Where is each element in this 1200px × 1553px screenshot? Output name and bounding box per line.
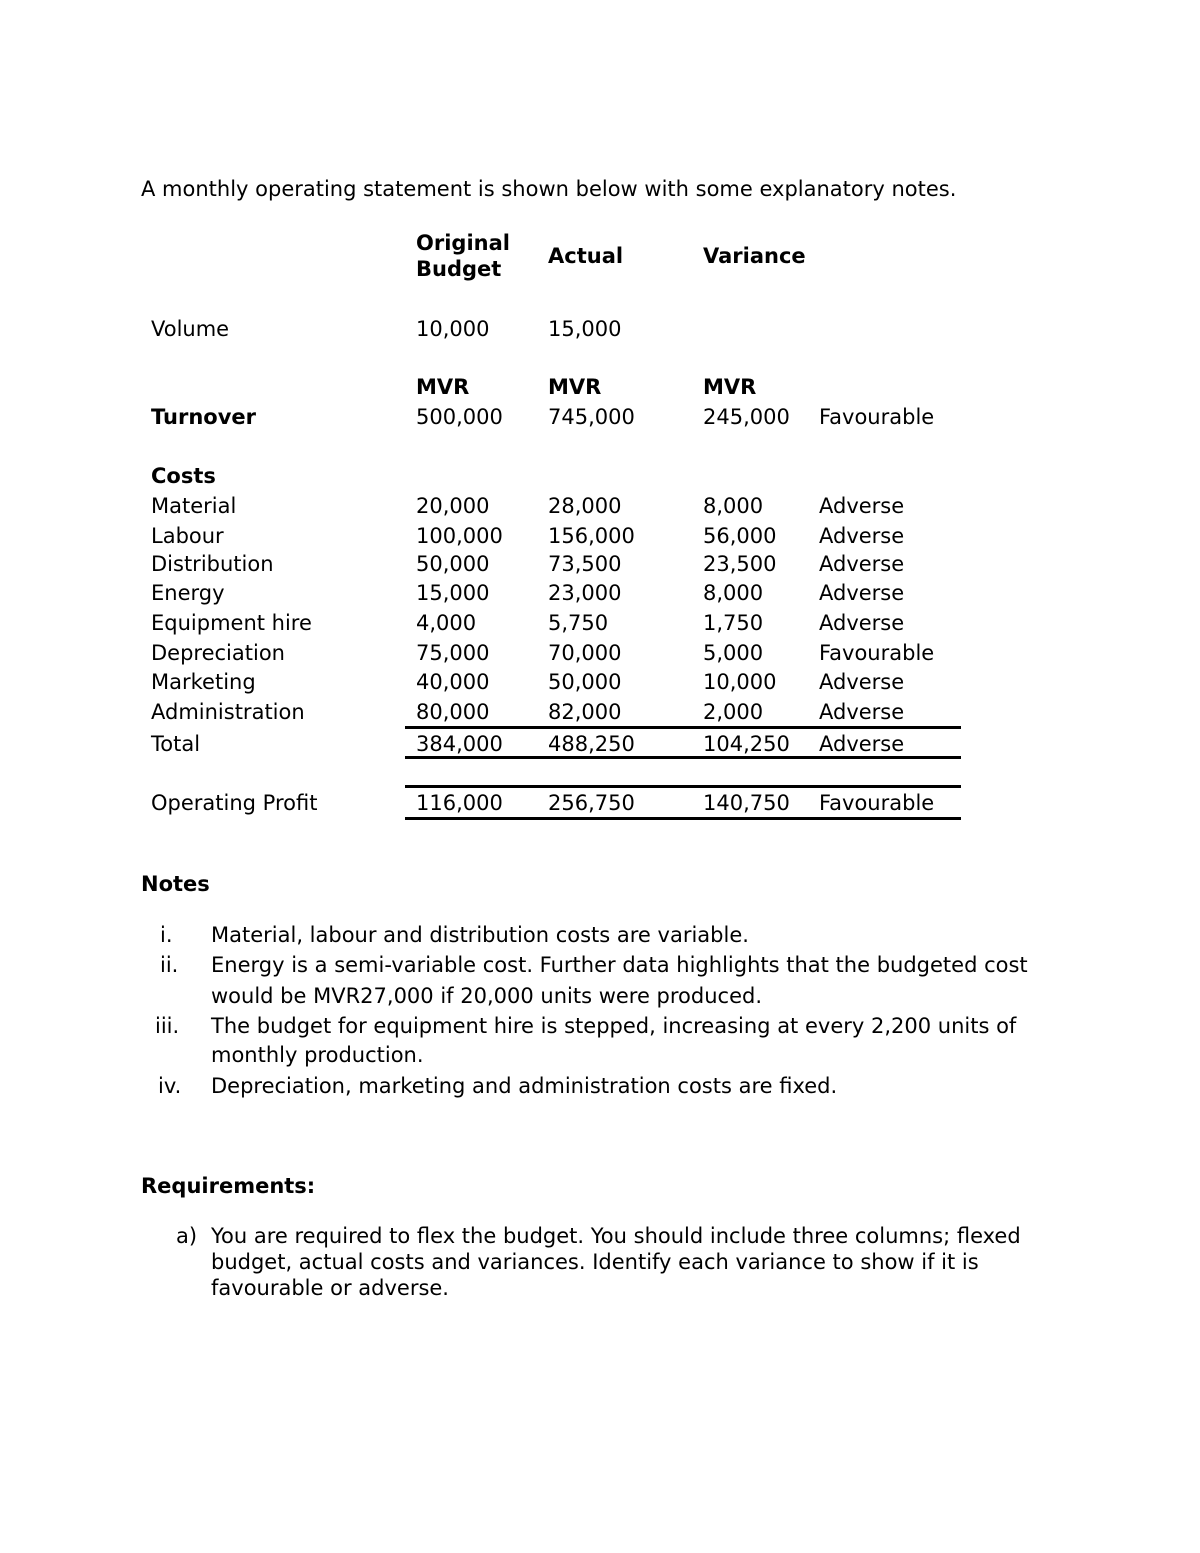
- turnover-variance: 245,000: [703, 405, 790, 429]
- note-text: Depreciation, marketing and administration costs are fixed.: [211, 1074, 838, 1098]
- turnover-label: Turnover: [151, 405, 256, 429]
- currency-variance: MVR: [703, 375, 757, 399]
- cost-actual: 23,000: [548, 581, 622, 605]
- cost-variance: 8,000: [703, 581, 764, 605]
- cost-status: Adverse: [819, 524, 905, 548]
- turnover-status: Favourable: [819, 405, 935, 429]
- cost-label: Labour: [151, 524, 224, 548]
- profit-budget: 116,000: [416, 791, 503, 815]
- cost-budget: 80,000: [416, 700, 490, 724]
- note-marker: iii.: [155, 1014, 180, 1038]
- cost-variance: 8,000: [703, 494, 764, 518]
- cost-budget: 40,000: [416, 670, 490, 694]
- cost-budget: 15,000: [416, 581, 490, 605]
- requirement-text: budget, actual costs and variances. Identify each variance to show if it is: [211, 1250, 979, 1274]
- profit-bottom-rule: [405, 817, 961, 820]
- requirements-heading: Requirements:: [141, 1174, 316, 1198]
- note-marker: ii.: [160, 953, 179, 977]
- cost-budget: 75,000: [416, 641, 490, 665]
- total-label: Total: [151, 732, 201, 756]
- turnover-budget: 500,000: [416, 405, 503, 429]
- note-text: The budget for equipment hire is stepped, increasing at every 2,200 units of: [211, 1014, 1017, 1038]
- cost-variance: 56,000: [703, 524, 777, 548]
- volume-budget: 10,000: [416, 317, 490, 341]
- total-budget: 384,000: [416, 732, 503, 756]
- cost-label: Marketing: [151, 670, 256, 694]
- cost-actual: 28,000: [548, 494, 622, 518]
- cost-label: Material: [151, 494, 237, 518]
- cost-actual: 156,000: [548, 524, 635, 548]
- requirement-text: favourable or adverse.: [211, 1276, 449, 1300]
- note-marker: iv.: [158, 1074, 182, 1098]
- turnover-actual: 745,000: [548, 405, 635, 429]
- cost-budget: 100,000: [416, 524, 503, 548]
- cost-status: Adverse: [819, 494, 905, 518]
- note-marker: i.: [160, 923, 173, 947]
- cost-variance: 2,000: [703, 700, 764, 724]
- cost-budget: 4,000: [416, 611, 477, 635]
- cost-label: Administration: [151, 700, 305, 724]
- cost-actual: 5,750: [548, 611, 609, 635]
- requirement-text: You are required to flex the budget. You should include three columns; flexed: [211, 1224, 1021, 1248]
- cost-status: Adverse: [819, 581, 905, 605]
- cost-actual: 50,000: [548, 670, 622, 694]
- cost-status: Adverse: [819, 611, 905, 635]
- currency-actual: MVR: [548, 375, 602, 399]
- cost-actual: 73,500: [548, 552, 622, 576]
- cost-budget: 20,000: [416, 494, 490, 518]
- cost-variance: 1,750: [703, 611, 764, 635]
- requirement-marker: a): [176, 1224, 198, 1248]
- cost-label: Distribution: [151, 552, 274, 576]
- cost-label: Depreciation: [151, 641, 285, 665]
- note-text: Material, labour and distribution costs are variable.: [211, 923, 749, 947]
- volume-label: Volume: [151, 317, 230, 341]
- note-text: monthly production.: [211, 1043, 424, 1067]
- cost-actual: 82,000: [548, 700, 622, 724]
- costs-heading: Costs: [151, 464, 216, 488]
- header-budget-line1: Original: [416, 231, 510, 255]
- currency-budget: MVR: [416, 375, 470, 399]
- cost-status: Adverse: [819, 552, 905, 576]
- profit-variance: 140,750: [703, 791, 790, 815]
- profit-label: Operating Profit: [151, 791, 318, 815]
- cost-budget: 50,000: [416, 552, 490, 576]
- total-status: Adverse: [819, 732, 905, 756]
- total-bottom-rule: [405, 756, 961, 759]
- cost-status: Favourable: [819, 641, 935, 665]
- profit-status: Favourable: [819, 791, 935, 815]
- total-variance: 104,250: [703, 732, 790, 756]
- cost-status: Adverse: [819, 670, 905, 694]
- intro-text: A monthly operating statement is shown below with some explanatory notes.: [141, 177, 957, 201]
- profit-actual: 256,750: [548, 791, 635, 815]
- cost-label: Equipment hire: [151, 611, 312, 635]
- total-actual: 488,250: [548, 732, 635, 756]
- volume-actual: 15,000: [548, 317, 622, 341]
- header-variance: Variance: [703, 244, 806, 268]
- cost-variance: 10,000: [703, 670, 777, 694]
- cost-status: Adverse: [819, 700, 905, 724]
- notes-heading: Notes: [141, 872, 210, 896]
- profit-top-rule: [405, 785, 961, 788]
- cost-variance: 5,000: [703, 641, 764, 665]
- note-text: would be MVR27,000 if 20,000 units were produced.: [211, 984, 763, 1008]
- note-text: Energy is a semi-variable cost. Further data highlights that the budgeted cost: [211, 953, 1028, 977]
- cost-actual: 70,000: [548, 641, 622, 665]
- total-top-rule: [405, 726, 961, 729]
- cost-label: Energy: [151, 581, 225, 605]
- header-actual: Actual: [548, 244, 624, 268]
- cost-variance: 23,500: [703, 552, 777, 576]
- header-budget-line2: Budget: [416, 257, 502, 281]
